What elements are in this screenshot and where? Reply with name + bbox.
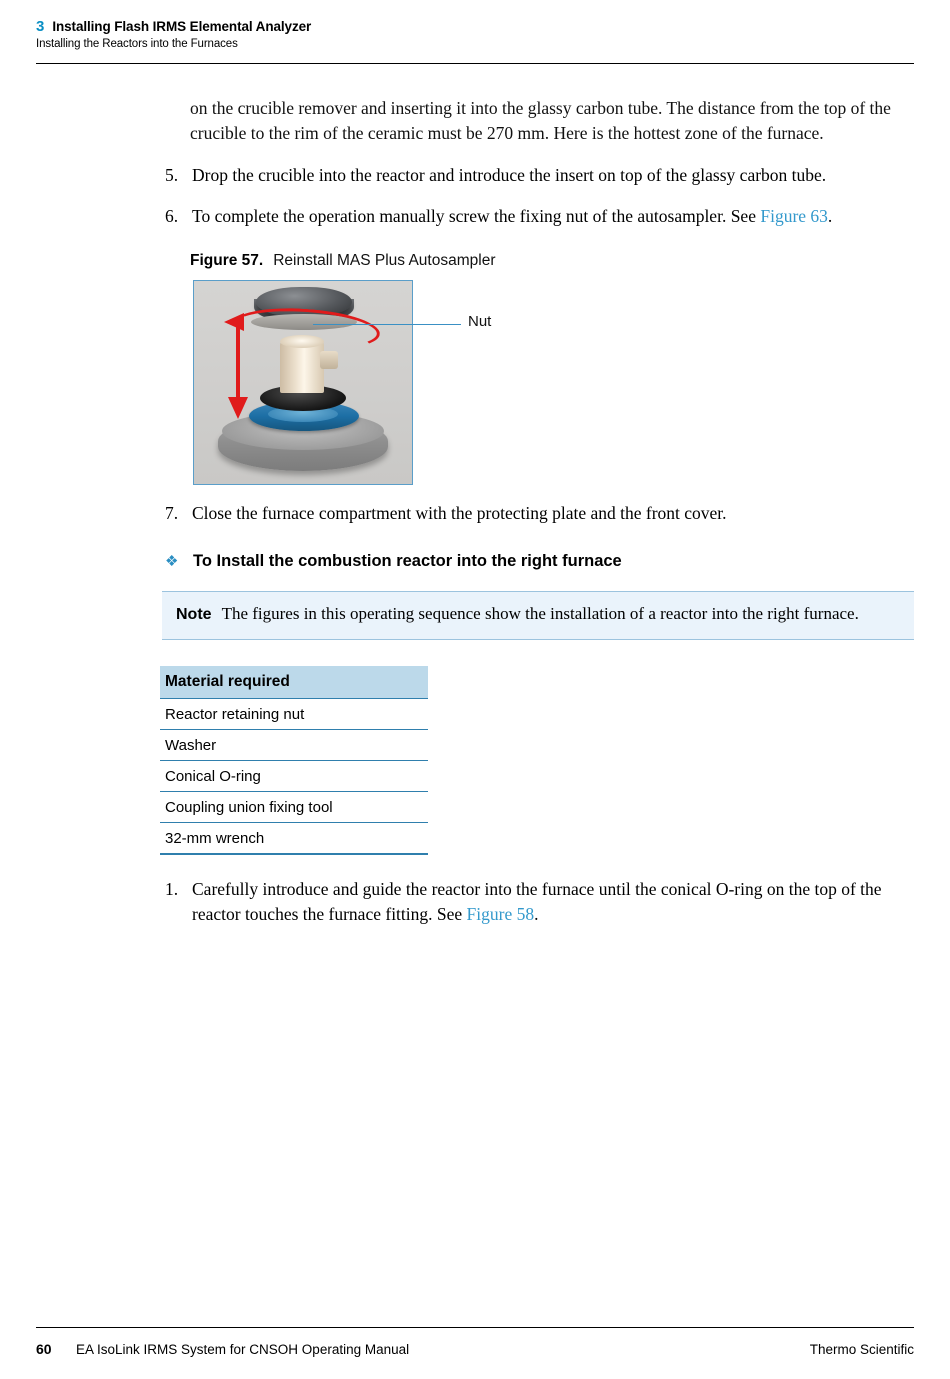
step-6 [165, 204, 910, 229]
step-1-text-a: Carefully introduce and guide the reactor into the furnace until the conical O-ring on the top of the reactor touches the furnace fitting. See [192, 878, 882, 924]
step-5-text: Drop the crucible into the reactor and introduce the insert on top of the glassy carbon tube. [192, 164, 827, 185]
step-6-number: 6. [165, 206, 179, 227]
step-5-number: 5. [165, 164, 179, 185]
step-6-text-a: To complete the operation manually screw the fixing nut of the autosampler. See [192, 206, 761, 227]
figure-57-label: Figure 57. [190, 251, 264, 269]
material-required-table [160, 666, 428, 855]
step-1-text-b: . [534, 903, 539, 924]
diamond-bullet-icon: ❖ [165, 553, 179, 570]
material-table-header: Material required [160, 666, 428, 699]
figure-57-wrapper [193, 280, 893, 485]
page-header [36, 18, 914, 50]
intro-paragraph: on the crucible remover and inserting it into the glassy carbon tube. The distance from the top of the crucible to the rim of the ceramic must be 270 mm. Here is the hottest zone of the furnace. [190, 98, 891, 144]
procedure-heading [165, 552, 950, 571]
figure-63-link[interactable]: Figure 63 [760, 206, 828, 227]
down-arrow-head-icon [228, 397, 248, 419]
table-row: Washer [160, 730, 428, 761]
page-number: 60 [36, 1341, 52, 1357]
footer-brand: Thermo Scientific [809, 1342, 914, 1357]
step-6-text [192, 204, 910, 229]
step-1-text [192, 877, 910, 928]
step-5 [165, 163, 910, 188]
rotation-arrow-head-icon [224, 313, 244, 331]
note-label: Note [176, 605, 212, 623]
step-7-number: 7. [165, 502, 179, 523]
page-footer [36, 1341, 914, 1357]
note-text: The figures in this operating sequence show the installation of a reactor into the right furnace. [221, 603, 859, 623]
table-row: 32-mm wrench [160, 823, 428, 855]
header-title-row [36, 18, 914, 35]
step-1-number: 1. [165, 878, 179, 899]
down-arrow-line [236, 325, 240, 403]
section-title: Installing the Reactors into the Furnaces [36, 38, 238, 50]
rotation-arrow-curve [231, 303, 381, 353]
nut-callout-label: Nut [468, 312, 492, 330]
figure-58-link[interactable]: Figure 58 [466, 903, 535, 924]
figure-57-image [193, 280, 413, 485]
table-row: Conical O-ring [160, 761, 428, 792]
header-divider [36, 63, 914, 64]
note-box [162, 591, 914, 640]
nut-callout-line [313, 324, 461, 325]
procedure-title: To Install the combustion reactor into the right furnace [193, 551, 622, 570]
table-row: Reactor retaining nut [160, 699, 428, 730]
step-1 [165, 877, 910, 928]
step-6-text-b: . [827, 206, 833, 227]
tube-nub-shape [320, 351, 338, 369]
step-7 [165, 501, 910, 526]
chapter-title: Installing Flash IRMS Elemental Analyzer [52, 19, 312, 34]
figure-57-caption [190, 252, 950, 270]
step-7-text: Close the furnace compartment with the protecting plate and the front cover. [192, 502, 727, 523]
footer-divider [36, 1327, 914, 1328]
table-row: Coupling union fixing tool [160, 792, 428, 823]
chapter-number: 3 [36, 18, 45, 35]
page-content [0, 96, 950, 927]
figure-57-title: Reinstall MAS Plus Autosampler [273, 251, 496, 269]
footer-document-title: EA IsoLink IRMS System for CNSOH Operating Manual [76, 1342, 410, 1357]
